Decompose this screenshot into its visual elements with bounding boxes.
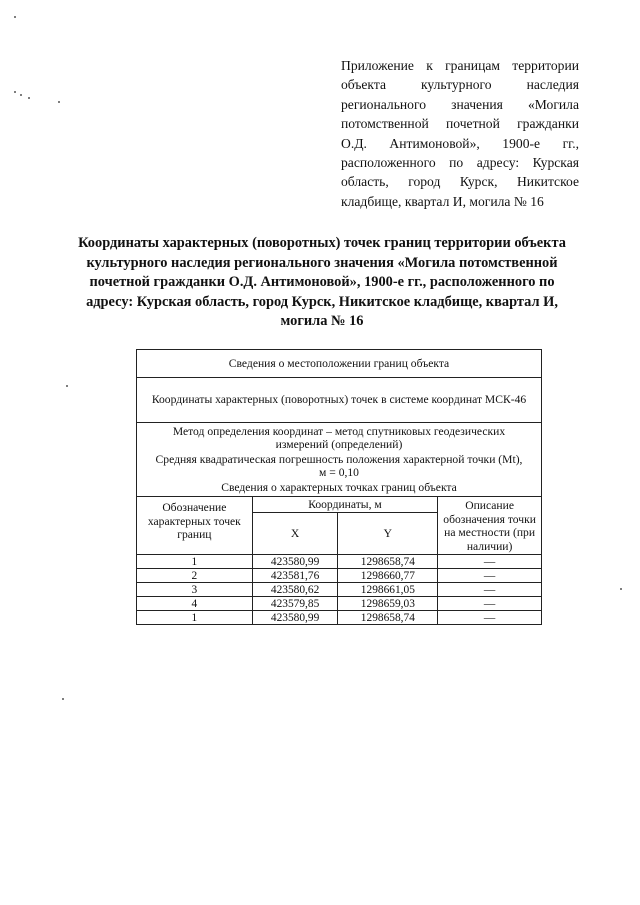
- scan-speck: [62, 698, 64, 700]
- point-number: 1: [137, 611, 253, 625]
- point-x: 423580,99: [252, 555, 338, 569]
- table-row: [137, 555, 542, 569]
- table-header-location: Сведения о местоположении границ объекта: [137, 350, 542, 378]
- point-y: 1298658,74: [338, 555, 438, 569]
- point-description: —: [438, 569, 542, 583]
- scan-speck: [620, 588, 622, 590]
- point-x: 423579,85: [252, 597, 338, 611]
- table-row: [137, 611, 542, 625]
- point-number: 1: [137, 555, 253, 569]
- scan-speck: [66, 385, 68, 387]
- column-x: X: [252, 513, 338, 555]
- scan-speck: [14, 91, 16, 93]
- column-coordinates: Координаты, м: [252, 497, 438, 513]
- table-header-system: Координаты характерных (поворотных) точек в системе координат МСК-46: [137, 378, 542, 423]
- point-y: 1298660,77: [338, 569, 438, 583]
- point-number: 4: [137, 597, 253, 611]
- scan-speck: [28, 97, 30, 99]
- scan-speck: [14, 16, 16, 18]
- point-number: 3: [137, 583, 253, 597]
- document-title: Координаты характерных (поворотных) точек границ территории объекта культурного наследия регионального значения «Могила потомственной почетной гражданки О.Д. Антимоновой», 1900-е гг., расположенного по адресу: Курская область, город Курск, Никитское кладбище, квартал И, могила № 16: [78, 235, 566, 330]
- coordinates-table: [136, 349, 542, 625]
- column-point-label: Обозначение характерных точек границ: [137, 497, 253, 555]
- point-y: 1298659,03: [338, 597, 438, 611]
- point-description: —: [438, 611, 542, 625]
- scan-speck: [20, 94, 22, 96]
- point-number: 2: [137, 569, 253, 583]
- point-x: 423581,76: [252, 569, 338, 583]
- table-row: [137, 597, 542, 611]
- point-description: —: [438, 583, 542, 597]
- point-x: 423580,99: [252, 611, 338, 625]
- column-y: Y: [338, 513, 438, 555]
- point-y: 1298658,74: [338, 611, 438, 625]
- scan-speck: [58, 101, 60, 103]
- point-description: —: [438, 555, 542, 569]
- points-info-text: Сведения о характерных точках границ объекта: [221, 480, 457, 494]
- column-description: Описание обозначения точки на местности (при наличии): [438, 497, 542, 555]
- point-x: 423580,62: [252, 583, 338, 597]
- table-row: [137, 569, 542, 583]
- table-header-method: [137, 423, 542, 497]
- point-description: —: [438, 597, 542, 611]
- point-y: 1298661,05: [338, 583, 438, 597]
- appendix-note: Приложение к границам территории объекта культурного наследия регионального значения «Могила потомственной почетной гражданки О.Д. Антимоновой», 1900-е гг., расположенного по адресу: Курская область, город Курск, Никитское кладбище, квартал И, могила № 16: [341, 58, 579, 209]
- table-row: [137, 583, 542, 597]
- method-text: Метод определения координат – метод спутниковых геодезических измерений (определений): [172, 424, 506, 452]
- accuracy-text: Средняя квадратическая погрешность положения характерной точки (Mt), м = 0,10: [155, 452, 523, 480]
